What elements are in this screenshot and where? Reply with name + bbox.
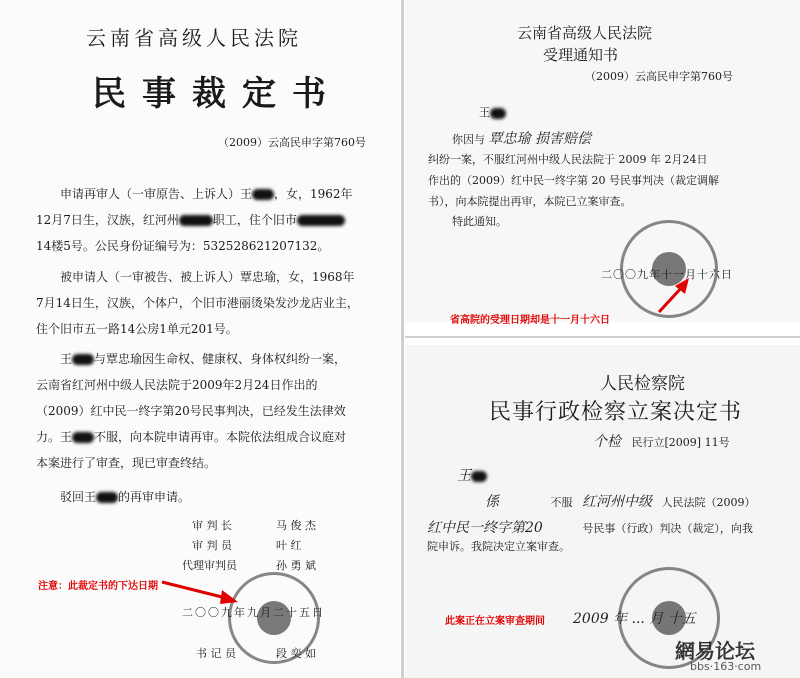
section-divider	[405, 336, 800, 338]
rt-case-number: （2009）云高民申字第760号	[585, 70, 733, 83]
clerk-role: 书 记 员	[196, 647, 236, 660]
left-para-line: 王 与覃忠瑜因生命权、健康权、身体权纠纷一案，	[60, 352, 347, 366]
redaction-mark	[72, 354, 94, 365]
rt-annotation: 省高院的受理日期却是十一月十六日	[450, 315, 610, 326]
rb-name: 王	[457, 465, 487, 485]
left-para-line: 申请再审人（一审原告、上诉人）王 ，女，1962年	[60, 187, 353, 201]
watermark-brand: 網易论坛	[675, 639, 755, 663]
rt-court-name: 云南省高级人民法院	[517, 24, 653, 42]
left-para-line: 云南省红河州中级人民法院于2009年2月24日作出的	[36, 378, 318, 392]
redaction-mark	[297, 215, 345, 226]
rb-organization: 人民检察院	[600, 374, 685, 394]
rb-line: 係 不服 红河州中级 人民法院（2009）	[485, 494, 756, 510]
left-para-line: 7月14日生，汉族，个体户，个旧市港丽烫染发沙龙店业主，	[36, 296, 359, 310]
left-court-name: 云南省高级人民法院	[86, 26, 302, 50]
left-para-line: （2009）红中民一终字第20号民事判决，已经发生法律效	[36, 404, 346, 418]
left-para-line: 住个旧市五一路14公房1单元201号。	[36, 322, 238, 336]
rt-line: 书），向本院提出再审，本院已立案审查。	[428, 195, 632, 208]
left-ruling-line: 驳回王 的再审申请。	[60, 490, 191, 504]
left-para-line: 力。王 不服，向本院申请再审。本院依法组成合议庭对	[36, 430, 347, 444]
rt-line: 你因与 覃忠瑜 损害赔偿	[452, 131, 591, 147]
clerk-name: 段 奕 如	[276, 647, 316, 660]
judge-role: 代理审判员	[182, 559, 237, 572]
redaction-mark	[252, 189, 274, 200]
judge-role: 审 判 员	[192, 539, 232, 552]
rt-line: 作出的（2009）红中民一终字第 20 号民事判决（裁定调解	[428, 174, 719, 187]
rt-line: 特此通知。	[452, 215, 507, 228]
rb-date: 2009 年 ... 月 十五	[573, 611, 696, 627]
left-ruling-date: 二〇〇九年九月二十五日	[182, 606, 325, 619]
rt-date: 二〇〇九年十一月十六日	[601, 268, 733, 281]
redaction-mark	[490, 108, 506, 119]
redaction-mark	[96, 492, 118, 503]
rb-document-number: 个检 民行立[2009] 11号	[593, 434, 730, 450]
redaction-mark	[72, 432, 94, 443]
page-divider	[401, 0, 404, 678]
judge-name: 马 俊 杰	[276, 519, 316, 532]
red-arrow-icon	[653, 276, 693, 314]
left-para-line: 本案进行了审查，现已审查终结。	[36, 456, 217, 470]
left-case-number: （2009）云高民申字第760号	[218, 136, 366, 149]
judge-name: 孙 勇 斌	[276, 559, 316, 572]
rt-line: 纠纷一案，不服红河州中级人民法院于 2009 年 2月24日	[428, 153, 708, 166]
left-document-title: 民事裁定书	[92, 74, 342, 114]
rb-line: 红中民一终字第20 号民事（行政）判决（裁定），向我	[427, 520, 753, 536]
rb-line: 院申诉。我院决定立案审查。	[427, 540, 570, 553]
judge-name: 叶 红	[276, 539, 302, 552]
rb-document-title: 民事行政检察立案决定书	[489, 400, 743, 425]
left-para-line: 14楼5号。公民身份证编号为：532528621207132。	[36, 239, 330, 253]
rt-addressee: 王	[479, 104, 506, 120]
redaction-mark	[179, 215, 213, 226]
rb-annotation: 此案正在立案审查期间	[445, 616, 545, 627]
rt-document-title: 受理通知书	[543, 46, 619, 64]
redaction-mark	[471, 471, 487, 482]
watermark-url: bbs·163·com	[690, 660, 762, 673]
acceptance-notice-document	[405, 0, 800, 326]
left-para-line: 被申请人（一审被告、被上诉人）覃忠瑜，女，1968年	[60, 270, 355, 284]
judge-role: 审 判 长	[192, 519, 232, 532]
left-para-line: 12月7日生，汉族，红河州 职工，住个旧市	[36, 207, 345, 233]
left-annotation: 注意：此裁定书的下达日期	[38, 581, 158, 592]
filing-decision-document	[405, 345, 800, 678]
